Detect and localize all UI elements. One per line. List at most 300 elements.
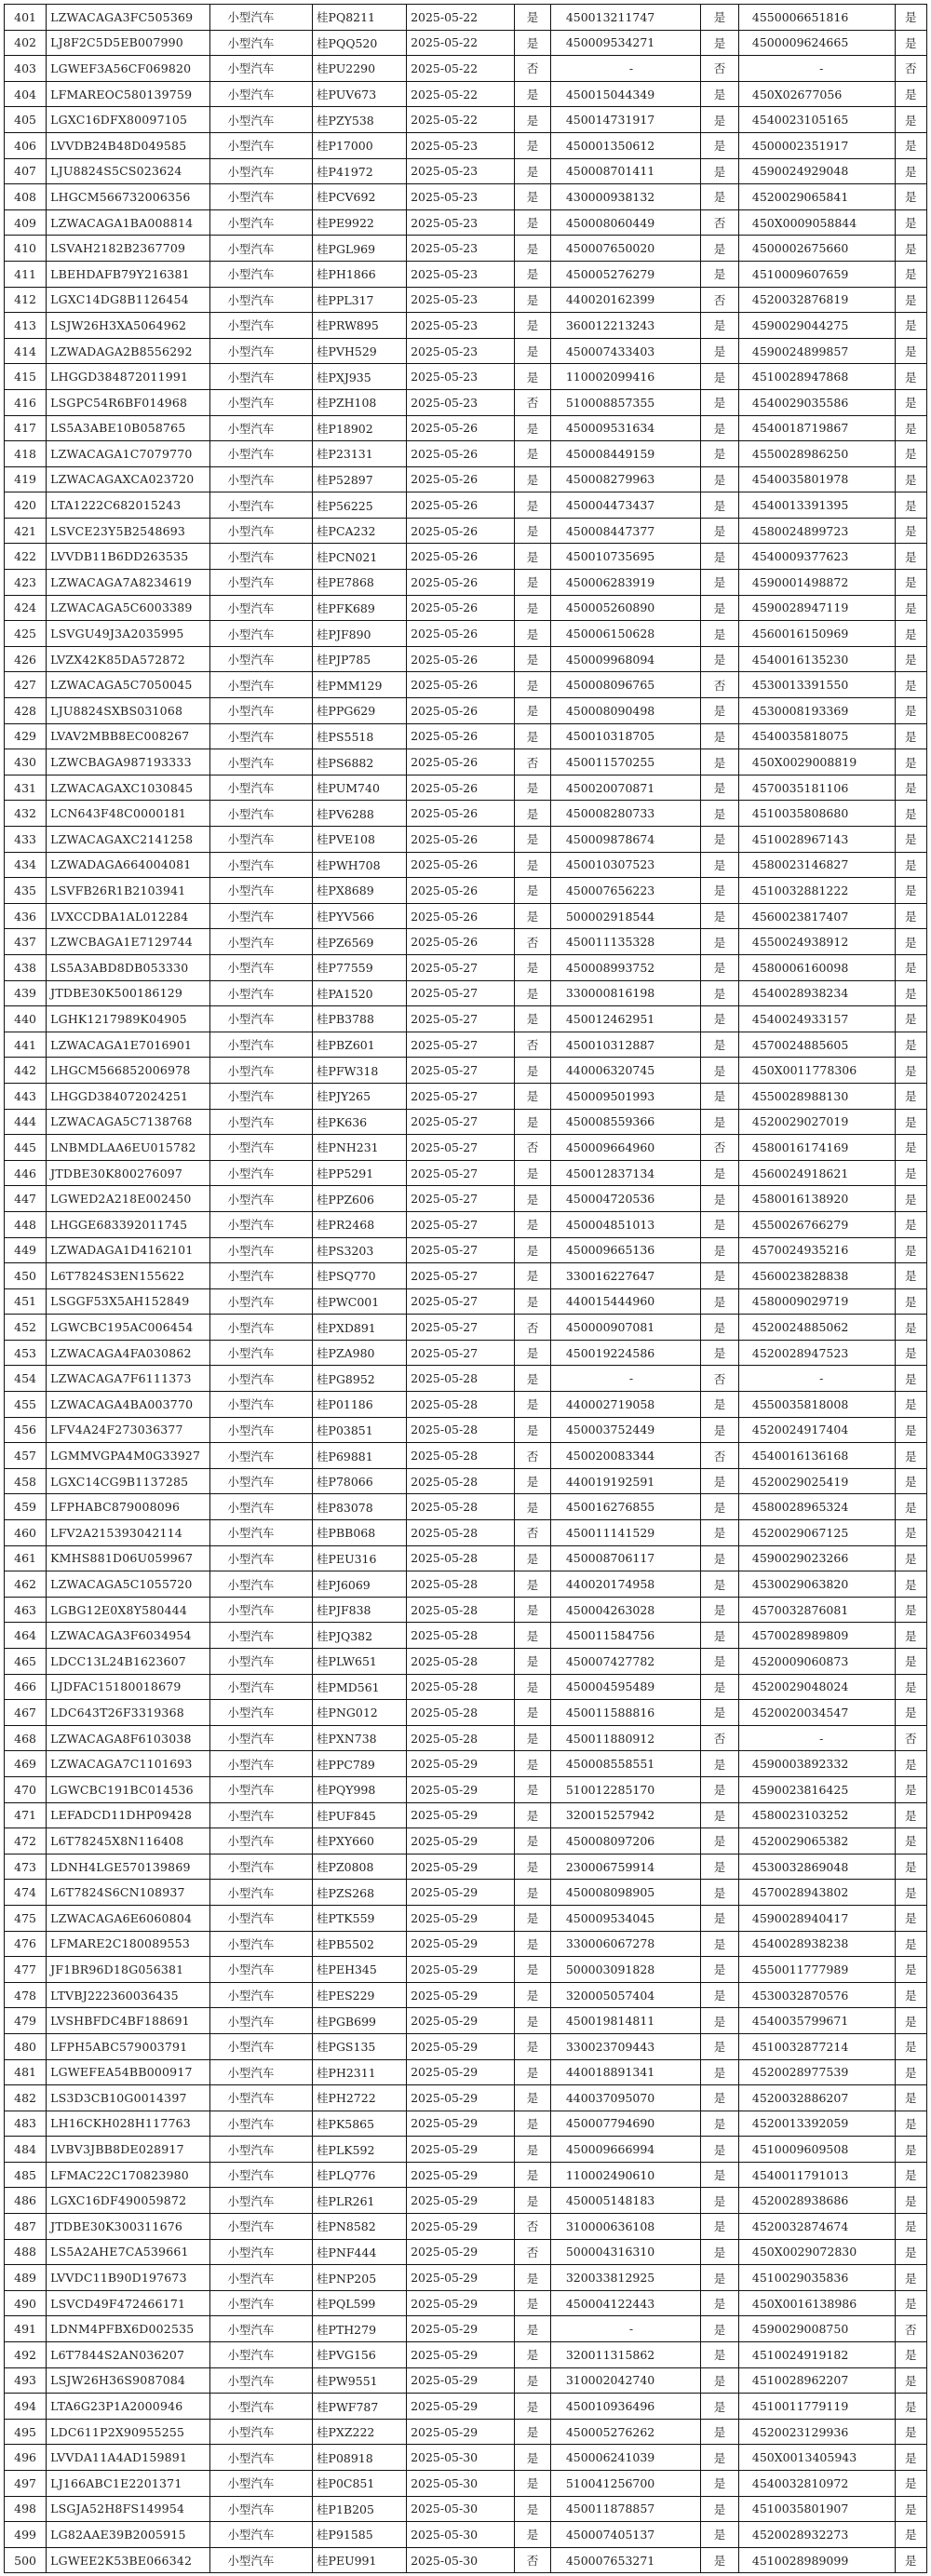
plate-number-cell: 桂PES229 [313,1982,407,2008]
flag-2-cell: 是 [701,2033,739,2059]
code-2-cell: 4510009609508 [738,2137,895,2163]
row-number-cell: 470 [5,1776,47,1802]
code-1-cell: 440018891341 [550,2059,700,2085]
flag-1-cell: 是 [515,1700,551,1726]
code-1-cell: 450008701411 [550,158,700,184]
row-number-cell: 464 [5,1623,47,1649]
vin-cell: LZWACAGA3FC505369 [47,5,210,31]
flag-3-cell: 是 [895,1006,926,1032]
flag-1-cell: 是 [515,2471,551,2497]
records-table [4,4,927,2573]
code-2-cell: 4550035818008 [738,1392,895,1418]
code-1-cell: 450009534271 [550,30,700,56]
code-2-cell: 450X0029072830 [738,2239,895,2265]
plate-number-cell: 桂PCA232 [313,518,407,544]
table-row [5,2059,927,2085]
date-cell: 2025-05-29 [407,1880,515,1906]
date-cell: 2025-05-23 [407,389,515,415]
flag-1-cell: 是 [515,1725,551,1751]
vin-cell: LTA6G23P1A2000946 [47,2394,210,2420]
row-number-cell: 449 [5,1237,47,1263]
code-2-cell: 4590001498872 [738,570,895,596]
vin-cell: LSVCD49F472466171 [47,2290,210,2316]
flag-1-cell: 是 [515,1623,551,1649]
table-row [5,81,927,107]
code-1-cell: 450008447377 [550,518,700,544]
row-number-cell: 430 [5,749,47,775]
row-number-cell: 413 [5,313,47,339]
vehicle-type-cell: 小型汽车 [210,1880,313,1906]
flag-1-cell: 是 [515,364,551,390]
vehicle-type-cell: 小型汽车 [210,1700,313,1726]
code-1-cell: 320033812925 [550,2265,700,2291]
flag-2-cell: 是 [701,1186,739,1212]
vehicle-type-cell: 小型汽车 [210,1545,313,1571]
date-cell: 2025-05-30 [407,2471,515,2497]
code-2-cell: 450X0016138986 [738,2290,895,2316]
table-row [5,698,927,724]
code-1-cell: 450011588816 [550,1700,700,1726]
vin-cell: LFPHABC879008096 [47,1494,210,1520]
row-number-cell: 431 [5,775,47,801]
flag-1-cell: 是 [515,1211,551,1237]
vin-cell: LDCC13L24B1623607 [47,1649,210,1675]
code-1-cell: 450007405137 [550,2522,700,2548]
flag-2-cell: 是 [701,1417,739,1443]
table-row [5,2162,927,2188]
flag-2-cell: 是 [701,878,739,904]
table-row [5,1006,927,1032]
table-row [5,1392,927,1418]
row-number-cell: 499 [5,2522,47,2548]
flag-2-cell: 是 [701,492,739,519]
row-number-cell: 405 [5,107,47,133]
code-1-cell: 450004122443 [550,2290,700,2316]
table-row [5,954,927,980]
vehicle-type-cell: 小型汽车 [210,1931,313,1957]
flag-1-cell: 是 [515,2188,551,2214]
vin-cell: LGXC14CG9B1137285 [47,1468,210,1494]
code-2-cell: 4580023103252 [738,1802,895,1828]
code-1-cell: 450005148183 [550,2188,700,2214]
vehicle-type-cell: 小型汽车 [210,1443,313,1469]
code-2-cell: - [738,1725,895,1751]
flag-2-cell: 是 [701,1623,739,1649]
row-number-cell: 444 [5,1109,47,1135]
vin-cell: L6T78245X8N116408 [47,1828,210,1854]
flag-2-cell: 是 [701,415,739,441]
flag-2-cell: 是 [701,827,739,853]
plate-number-cell: 桂PVH529 [313,338,407,364]
flag-2-cell: 是 [701,81,739,107]
date-cell: 2025-05-28 [407,1597,515,1623]
flag-1-cell: 否 [515,749,551,775]
row-number-cell: 491 [5,2316,47,2342]
row-number-cell: 402 [5,30,47,56]
row-number-cell: 424 [5,595,47,621]
code-2-cell: 4540013391395 [738,492,895,519]
row-number-cell: 425 [5,621,47,647]
flag-3-cell: 是 [895,1545,926,1571]
table-row [5,1109,927,1135]
plate-number-cell: 桂PFK689 [313,595,407,621]
flag-3-cell: 是 [895,1468,926,1494]
code-2-cell: 4550024938912 [738,929,895,955]
row-number-cell: 401 [5,5,47,31]
row-number-cell: 435 [5,878,47,904]
vin-cell: LZWACAGAXC2141258 [47,827,210,853]
flag-3-cell: 是 [895,1649,926,1675]
table-row [5,209,927,236]
flag-2-cell: 是 [701,5,739,31]
table-row [5,5,927,31]
code-2-cell: 450X0011778306 [738,1058,895,1084]
flag-2-cell: 是 [701,261,739,287]
code-1-cell: 450005276279 [550,261,700,287]
table-row [5,1315,927,1341]
vehicle-type-cell: 小型汽车 [210,5,313,31]
code-1-cell: 450008096765 [550,672,700,698]
flag-1-cell: 是 [515,878,551,904]
flag-2-cell: 是 [701,1288,739,1315]
flag-1-cell: 是 [515,2342,551,2368]
row-number-cell: 418 [5,441,47,467]
vehicle-type-cell: 小型汽车 [210,1957,313,1983]
vehicle-type-cell: 小型汽车 [210,570,313,596]
flag-1-cell: 是 [515,1545,551,1571]
date-cell: 2025-05-28 [407,1674,515,1700]
vin-cell: LHGGE68339​2011745 [47,1211,210,1237]
code-2-cell: 4540028938234 [738,980,895,1006]
flag-1-cell: 是 [515,1366,551,1392]
flag-3-cell: 是 [895,1288,926,1315]
vehicle-type-cell: 小型汽车 [210,1058,313,1084]
flag-1-cell: 是 [515,621,551,647]
code-2-cell: 4510024919182 [738,2342,895,2368]
flag-3-cell: 是 [895,2419,926,2445]
plate-number-cell: 桂PH2722 [313,2085,407,2111]
code-2-cell: 4540023105165 [738,107,895,133]
flag-3-cell: 是 [895,954,926,980]
date-cell: 2025-05-27 [407,1340,515,1366]
flag-2-cell: 是 [701,2008,739,2034]
vin-cell: LJU8824SXBS031068 [47,698,210,724]
row-number-cell: 466 [5,1674,47,1700]
row-number-cell: 408 [5,184,47,210]
row-number-cell: 451 [5,1288,47,1315]
flag-1-cell: 是 [515,1263,551,1289]
row-number-cell: 420 [5,492,47,519]
code-2-cell: 450X0029008819 [738,749,895,775]
vehicle-type-cell: 小型汽车 [210,466,313,492]
flag-2-cell: 是 [701,338,739,364]
code-1-cell: 440020162399 [550,287,700,313]
vehicle-type-cell: 小型汽车 [210,2265,313,2291]
flag-3-cell: 是 [895,698,926,724]
vehicle-type-cell: 小型汽车 [210,2059,313,2085]
vin-cell: LJ166ABC1E2201371 [47,2471,210,2497]
date-cell: 2025-05-29 [407,2033,515,2059]
flag-3-cell: 是 [895,1802,926,1828]
row-number-cell: 473 [5,1854,47,1880]
date-cell: 2025-05-27 [407,1135,515,1161]
code-2-cell: 4520013392059 [738,2111,895,2137]
code-1-cell: 320015257942 [550,1802,700,1828]
code-2-cell: 4520029025419 [738,1468,895,1494]
flag-3-cell: 是 [895,466,926,492]
flag-2-cell: 是 [701,1751,739,1777]
table-row [5,1880,927,1906]
date-cell: 2025-05-22 [407,5,515,31]
plate-number-cell: 桂PJQ382 [313,1623,407,1649]
row-number-cell: 453 [5,1340,47,1366]
vehicle-type-cell: 小型汽车 [210,723,313,749]
table-row [5,389,927,415]
code-1-cell: 450007656223 [550,878,700,904]
code-2-cell: 4540035801978 [738,466,895,492]
vin-cell: LZWACAGA1BA008814 [47,209,210,236]
flag-2-cell: 是 [701,1982,739,2008]
date-cell: 2025-05-27 [407,1237,515,1263]
code-2-cell: 4540029035586 [738,389,895,415]
code-2-cell: 4520029027019 [738,1109,895,1135]
flag-3-cell: 是 [895,621,926,647]
flag-2-cell: 是 [701,570,739,596]
vin-cell: L6T7824S3EN155622 [47,1263,210,1289]
plate-number-cell: 桂PW9551 [313,2367,407,2394]
code-1-cell: 440002719058 [550,1392,700,1418]
code-1-cell: 440015444960 [550,1288,700,1315]
flag-3-cell: 是 [895,1032,926,1058]
vin-cell: LVBV3JBB8DE028917 [47,2137,210,2163]
vin-cell: LFV2A21539304211​4 [47,1520,210,1546]
row-number-cell: 474 [5,1880,47,1906]
table-row [5,2085,927,2111]
table-row [5,261,927,287]
table-row [5,518,927,544]
code-2-cell: 4510035801907 [738,2496,895,2522]
vehicle-type-cell: 小型汽车 [210,132,313,158]
plate-number-cell: 桂PGL969 [313,236,407,262]
vehicle-type-cell: 小型汽车 [210,929,313,955]
date-cell: 2025-05-22 [407,56,515,82]
table-row [5,1802,927,1828]
row-number-cell: 459 [5,1494,47,1520]
row-number-cell: 463 [5,1597,47,1623]
flag-2-cell: 是 [701,1032,739,1058]
code-1-cell: 450007794690 [550,2111,700,2137]
table-row [5,56,927,82]
flag-1-cell: 是 [515,544,551,570]
flag-1-cell: 是 [515,1083,551,1109]
flag-1-cell: 是 [515,801,551,827]
vin-cell: LGHK1217989K04905 [47,1006,210,1032]
table-row [5,570,927,596]
flag-3-cell: 是 [895,595,926,621]
table-row [5,2394,927,2420]
plate-number-cell: 桂PEU991 [313,2547,407,2573]
table-row [5,544,927,570]
flag-3-cell: 是 [895,570,926,596]
code-1-cell: 450011570255 [550,749,700,775]
code-2-cell: 4550006651816 [738,5,895,31]
table-row [5,1186,927,1212]
table-row [5,1417,927,1443]
code-2-cell: 450X02677056 [738,81,895,107]
vin-cell: LZWACAGA3F6034954 [47,1623,210,1649]
flag-1-cell: 是 [515,1494,551,1520]
table-row [5,1776,927,1802]
plate-number-cell: 桂PXZ222 [313,2419,407,2445]
plate-number-cell: 桂PLR261 [313,2188,407,2214]
vehicle-type-cell: 小型汽车 [210,1623,313,1649]
date-cell: 2025-05-22 [407,81,515,107]
plate-number-cell: 桂PUM740 [313,775,407,801]
vin-cell: LZWACAGA7A8234619 [47,570,210,596]
vehicle-type-cell: 小型汽车 [210,30,313,56]
plate-number-cell: 桂PYV566 [313,903,407,929]
vin-cell: LHGCM566852006978 [47,1058,210,1084]
vin-cell: LGXC14DG8B1126454 [47,287,210,313]
vin-cell: LGWCBC191BC014536 [47,1776,210,1802]
plate-number-cell: 桂PXN738 [313,1725,407,1751]
flag-1-cell: 是 [515,81,551,107]
code-2-cell: 4540035799671 [738,2008,895,2034]
code-1-cell: 450019224586 [550,1340,700,1366]
date-cell: 2025-05-26 [407,544,515,570]
vehicle-type-cell: 小型汽车 [210,646,313,672]
flag-3-cell: 是 [895,2522,926,2548]
date-cell: 2025-05-26 [407,518,515,544]
vin-cell: JF1BR96D18G056381 [47,1957,210,1983]
code-2-cell: 4520028947523 [738,1340,895,1366]
code-1-cell: 450006283919 [550,570,700,596]
code-2-cell: 4510009607659 [738,261,895,287]
flag-3-cell: 是 [895,1751,926,1777]
plate-number-cell: 桂PNH231 [313,1135,407,1161]
date-cell: 2025-05-29 [407,1957,515,1983]
table-row [5,1288,927,1315]
flag-2-cell: 是 [701,441,739,467]
code-1-cell: 450009666994 [550,2137,700,2163]
code-1-cell: 510008857355 [550,389,700,415]
flag-3-cell: 是 [895,2394,926,2420]
plate-number-cell: 桂PMM129 [313,672,407,698]
vehicle-type-cell: 小型汽车 [210,2394,313,2420]
flag-3-cell: 是 [895,313,926,339]
table-row [5,132,927,158]
table-row [5,2239,927,2265]
flag-1-cell: 是 [515,1186,551,1212]
flag-1-cell: 是 [515,261,551,287]
flag-3-cell: 是 [895,2547,926,2573]
code-1-cell: - [550,1366,700,1392]
table-row [5,852,927,878]
code-2-cell: 4590029044275 [738,313,895,339]
code-2-cell: 4580023146827 [738,852,895,878]
vin-cell: LGMMVGPA4M0G33927 [47,1443,210,1469]
code-1-cell: 450005276262 [550,2419,700,2445]
row-number-cell: 481 [5,2059,47,2085]
flag-2-cell: 是 [701,2085,739,2111]
flag-3-cell: 是 [895,389,926,415]
code-2-cell: 4570028943802 [738,1880,895,1906]
code-1-cell: 450015044349 [550,81,700,107]
row-number-cell: 479 [5,2008,47,2034]
flag-2-cell: 是 [701,2239,739,2265]
vehicle-type-cell: 小型汽车 [210,1828,313,1854]
flag-2-cell: 是 [701,1237,739,1263]
plate-number-cell: 桂P1B205 [313,2496,407,2522]
row-number-cell: 409 [5,209,47,236]
plate-number-cell: 桂PJF890 [313,621,407,647]
table-row [5,1494,927,1520]
code-1-cell: 450011880912 [550,1725,700,1751]
flag-2-cell: 是 [701,929,739,955]
date-cell: 2025-05-29 [407,2111,515,2137]
flag-1-cell: 否 [515,56,551,82]
vehicle-type-cell: 小型汽车 [210,2445,313,2471]
code-1-cell: - [550,2316,700,2342]
vin-cell: LZWACAGAXC1030845 [47,775,210,801]
flag-2-cell: 是 [701,236,739,262]
plate-number-cell: 桂PS6882 [313,749,407,775]
row-number-cell: 457 [5,1443,47,1469]
vin-cell: LGBG12E0X8Y580444 [47,1597,210,1623]
vehicle-type-cell: 小型汽车 [210,1982,313,2008]
flag-3-cell: 是 [895,338,926,364]
table-row [5,1263,927,1289]
vehicle-type-cell: 小型汽车 [210,1468,313,1494]
flag-2-cell: 否 [701,1443,739,1469]
flag-2-cell: 是 [701,621,739,647]
flag-1-cell: 是 [515,209,551,236]
table-row [5,2290,927,2316]
flag-1-cell: 是 [515,1417,551,1443]
plate-number-cell: 桂PU2290 [313,56,407,82]
flag-3-cell: 是 [895,2290,926,2316]
flag-3-cell: 是 [895,2111,926,2137]
vehicle-type-cell: 小型汽车 [210,2522,313,2548]
flag-2-cell: 是 [701,2419,739,2445]
table-row [5,903,927,929]
vehicle-type-cell: 小型汽车 [210,595,313,621]
row-number-cell: 460 [5,1520,47,1546]
plate-number-cell: 桂PLK592 [313,2137,407,2163]
code-2-cell: 4510028962207 [738,2367,895,2394]
date-cell: 2025-05-23 [407,184,515,210]
plate-number-cell: 桂PGS135 [313,2033,407,2059]
code-2-cell: 4590029023266 [738,1545,895,1571]
vehicle-type-cell: 小型汽车 [210,1032,313,1058]
vin-cell: LSVAH2182B2367709 [47,236,210,262]
date-cell: 2025-05-23 [407,364,515,390]
table-row [5,878,927,904]
flag-1-cell: 是 [515,1288,551,1315]
date-cell: 2025-05-29 [407,2290,515,2316]
flag-3-cell: 是 [895,1520,926,1546]
vehicle-type-cell: 小型汽车 [210,801,313,827]
vehicle-type-cell: 小型汽车 [210,775,313,801]
plate-number-cell: 桂PEH345 [313,1957,407,1983]
vin-cell: KMHS881D06U059967 [47,1545,210,1571]
date-cell: 2025-05-28 [407,1417,515,1443]
flag-2-cell: 是 [701,1340,739,1366]
date-cell: 2025-05-26 [407,698,515,724]
vehicle-type-cell: 小型汽车 [210,1186,313,1212]
flag-3-cell: 是 [895,1700,926,1726]
flag-1-cell: 是 [515,518,551,544]
